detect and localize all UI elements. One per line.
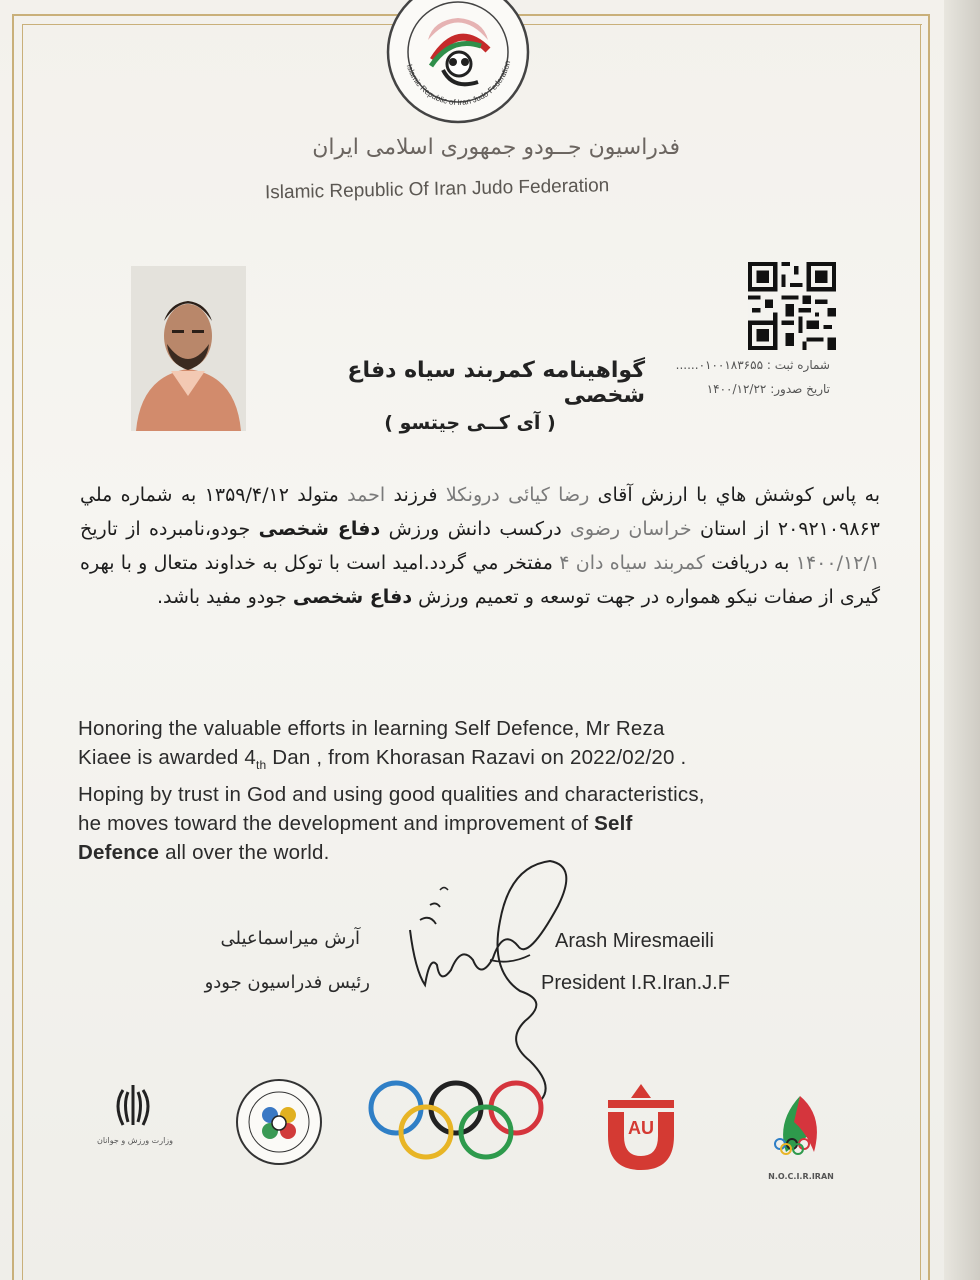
portrait-image: [131, 266, 246, 431]
fa-text-4: به شماره ملي: [80, 484, 197, 506]
en-line-4-a: he moves toward the development and improvement of: [78, 812, 595, 836]
olympic-rings-logo: [366, 1078, 546, 1162]
registration-number-label: شماره ثبت :: [766, 358, 830, 372]
fa-text-3: متولد: [297, 484, 339, 506]
page-edge-shadow: [944, 0, 980, 1280]
en-line-2-b: Dan , from Khorasan Razavi on 2022/02/20 .: [266, 746, 687, 769]
en-line-5-b: all over the world.: [159, 841, 330, 865]
en-line-2-a: Kiaee is awarded 4: [78, 746, 256, 769]
en-bold-defence: Defence: [78, 841, 160, 865]
persian-citation: [80, 478, 880, 614]
noc-iran-logo: [766, 1092, 834, 1162]
ministry-caption: وزارت ورزش و جوانان: [96, 1136, 174, 1145]
fa-text-2: فرزند: [393, 484, 438, 506]
en-bold-self: Self: [594, 812, 633, 836]
fa-field-2: دفاع شخصی: [292, 586, 413, 608]
fa-text-6: درکسب دانش ورزش: [388, 518, 562, 540]
seal-text: Islamic Republic of Iran Judo Federation: [404, 59, 513, 108]
frame-right-outer: [928, 14, 930, 1280]
signatory-title-en: President I.R.Iran.J.F: [541, 972, 730, 994]
registration-number-value: ۰۱۰۰۱۸۳۶۵۵......: [675, 358, 764, 372]
fa-province: خراسان رضوی: [570, 518, 692, 540]
frame-left-inner: [22, 24, 23, 1280]
au-logo: [600, 1080, 682, 1172]
en-line-4: [78, 809, 878, 838]
certificate-title: گواهینامه کمربند سیاه دفاع شخصی: [347, 358, 645, 408]
iran-emblem-logo: [108, 1080, 158, 1130]
en-line-3: Hoping by trust in God and using good qualities and characteristics,: [78, 783, 705, 807]
en-line-2-ordinal: th: [255, 758, 267, 773]
federation-name-fa: فدراسیون جــودو جمهوری اسلامی ایران: [312, 135, 680, 160]
holder-photo: [131, 266, 246, 431]
federation-name-en: Islamic Republic Of Iran Judo Federation: [264, 175, 610, 204]
signatory-name-fa: آرش میراسماعیلی: [220, 928, 360, 949]
fa-birth-date: ۱۳۵۹/۴/۱۲: [204, 484, 289, 506]
signatory-name-en: Arash Miresmaeili: [555, 930, 714, 952]
fa-text-9: مفتخر مي گردد.امید است با توکل به خداوند متعال و با بهره گیری از صفات نیکو همواره در جهت توسعه و تعمیم ورزش: [80, 552, 880, 608]
noc-caption: N.O.C.I.R.IRAN: [768, 1172, 834, 1181]
qr-code[interactable]: [748, 262, 836, 350]
fa-national-id: ۲۰۹۲۱۰۹۸۶۳: [777, 518, 880, 540]
fa-field: دفاع شخصی: [258, 518, 381, 540]
en-line-2: [78, 743, 878, 780]
fa-text-10: جودو مفید باشد.: [157, 586, 287, 608]
handwritten-signature: [380, 860, 620, 1100]
issue-date-label: تاریخ صدور:: [770, 382, 830, 396]
fa-holder-name: رضا کیائی درونکلا: [445, 484, 590, 506]
signatory-title-fa: رئیس فدراسیون جودو: [204, 972, 370, 993]
frame-left-outer: [12, 14, 14, 1280]
fa-award-date: ۱۴۰۰/۱۲/۱: [795, 552, 880, 574]
fa-text-7: جودو،نامبرده از تاریخ: [80, 518, 251, 540]
english-citation: [78, 714, 878, 867]
en-line-1: Honoring the valuable efforts in learning Self Defence, Mr Reza: [78, 717, 665, 740]
international-judo-federation-logo: [234, 1077, 324, 1167]
fa-text-8: به دریافت: [711, 552, 790, 574]
fa-text-5: از استان: [700, 518, 770, 540]
issue-date-value: ۱۴۰۰/۱۲/۲۲: [706, 382, 767, 396]
fa-rank: کمربند سیاه دان ۴: [559, 552, 705, 574]
au-letters: AU: [628, 1118, 654, 1138]
certificate-subtitle: ( آی کــی جیتسو ): [384, 412, 556, 434]
federation-seal-logo: [383, 0, 533, 128]
fa-father-name: احمد: [347, 484, 386, 506]
fa-text-1: به پاس کوشش هاي با ارزش آقای: [597, 484, 881, 506]
frame-right-inner: [920, 24, 921, 1280]
